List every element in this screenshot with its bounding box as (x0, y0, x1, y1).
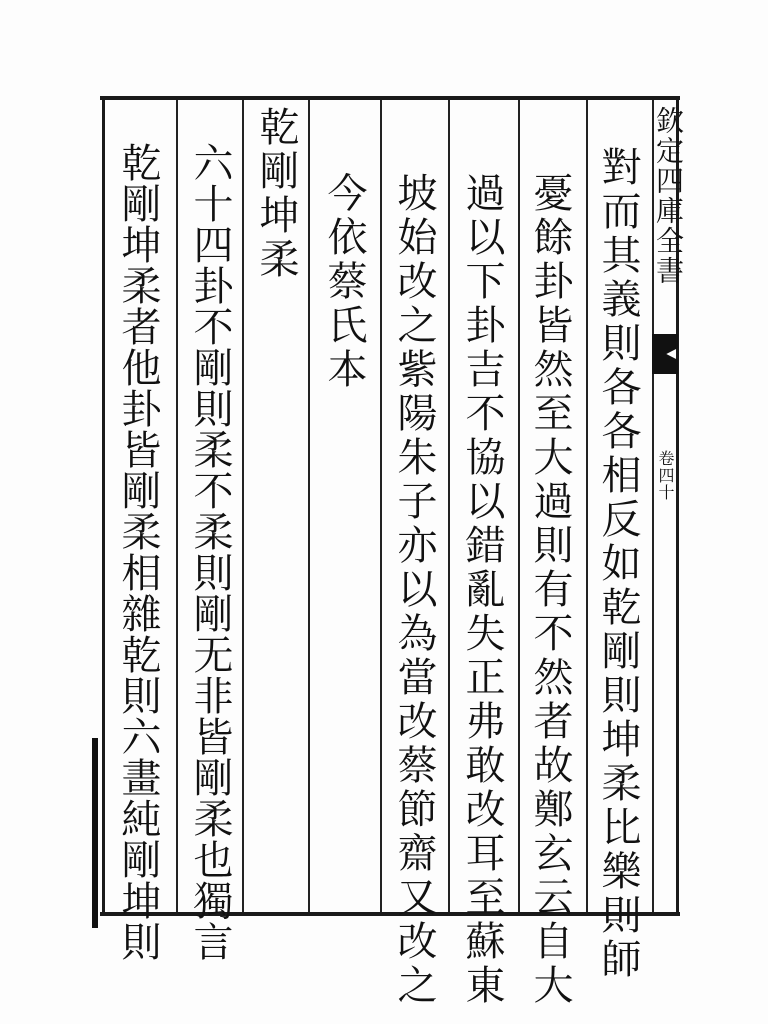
volume-label: 卷四十 (656, 450, 675, 501)
fish-tail-mark (652, 334, 678, 374)
text-column: 對而其義則各各相反如乾剛則坤柔比樂則師 (595, 146, 641, 982)
column-divider (176, 100, 178, 912)
column-divider (448, 100, 450, 912)
column-divider (380, 100, 382, 912)
heading-column: 乾剛坤柔 (253, 106, 299, 282)
text-column: 今依蔡氏本 (321, 172, 367, 392)
text-column: 乾剛坤柔者他卦皆剛柔相雜乾則六畫純剛坤則 (115, 142, 161, 962)
left-border (102, 96, 105, 916)
column-divider (242, 100, 244, 912)
text-column: 過以下卦吉不協以錯亂失正弗敢改耳至蘇東 (459, 172, 505, 1008)
text-column: 坡始改之紫陽朱子亦以為當改蔡節齋又改之 (391, 172, 437, 1008)
text-column: 憂餘卦皆然至大過則有不然者故鄭玄云自大 (527, 172, 573, 1008)
column-divider (518, 100, 520, 912)
book-title: 欽定四庫全書 (652, 106, 685, 286)
column-divider (586, 100, 588, 912)
top-border (100, 96, 680, 100)
column-divider (308, 100, 310, 912)
text-column: 六十四卦不剛則柔不柔則剛无非皆剛柔也獨言 (187, 142, 233, 962)
ink-mark (92, 738, 98, 928)
